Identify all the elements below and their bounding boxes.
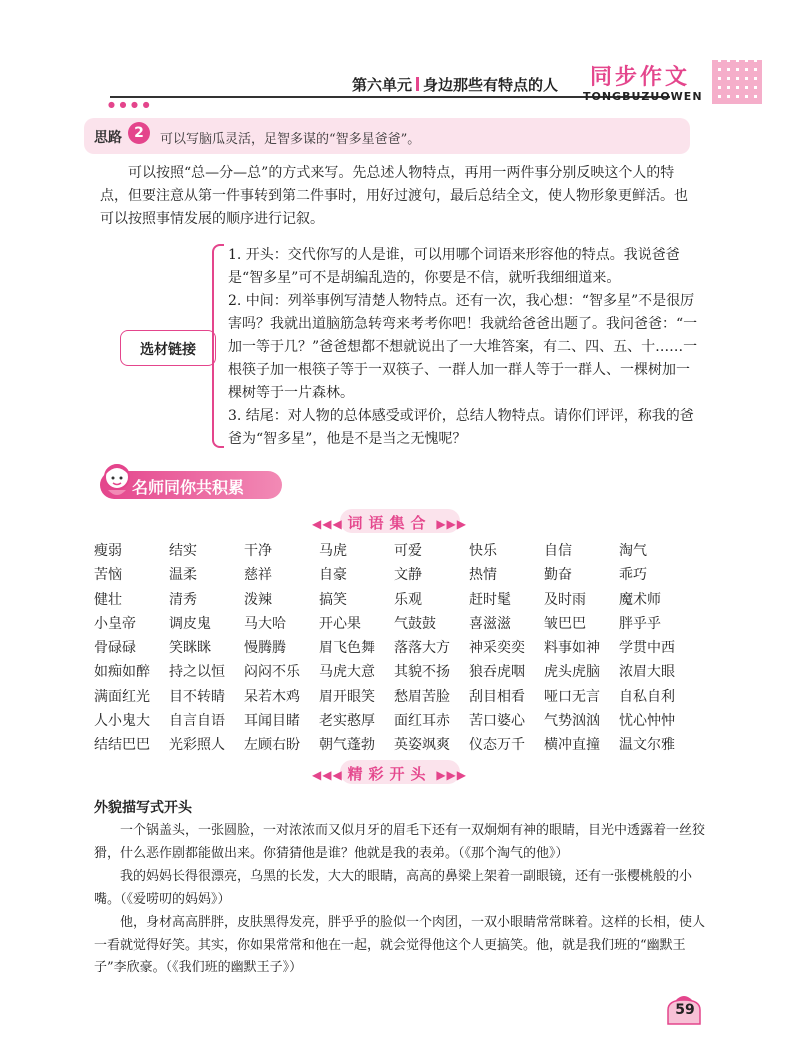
word-item: 热情 (469, 567, 497, 584)
word-item: 乖巧 (619, 567, 647, 584)
word-item: 忧心忡忡 (619, 713, 675, 730)
word-item: 苦恼 (94, 567, 122, 584)
openings-heading-text: 精彩开头 (347, 765, 432, 783)
logo-chinese: 同步作文 (590, 65, 691, 90)
word-item: 狼吞虎咽 (469, 664, 525, 681)
word-item: 赶时髦 (469, 591, 511, 608)
word-item: 闷闷不乐 (244, 664, 300, 681)
word-item: 开心果 (319, 615, 361, 632)
word-item: 如痴如醉 (94, 664, 150, 681)
section-title: 名师同你共积累 (132, 478, 245, 497)
word-row (94, 686, 714, 710)
word-row (94, 637, 714, 661)
word-item: 魔术师 (619, 591, 661, 608)
word-item: 老实憨厚 (319, 713, 375, 730)
unit-title: 身边那些有特点的人 (423, 76, 559, 94)
word-item: 刮目相看 (469, 688, 525, 705)
word-row (94, 540, 714, 564)
word-item: 英姿飒爽 (394, 737, 450, 754)
header-dots-decoration: ● ● ● ● (108, 100, 151, 109)
word-item: 骨碌碌 (94, 640, 136, 657)
word-item: 小皇帝 (94, 615, 136, 632)
word-item: 瘦弱 (94, 543, 122, 559)
word-row (94, 589, 714, 613)
word-item: 及时雨 (544, 591, 586, 608)
word-item: 光彩照人 (169, 737, 225, 754)
word-item: 快乐 (469, 543, 497, 559)
logo-pinyin: TONGBUZUOWEN (583, 90, 703, 103)
word-item: 愁眉苦脸 (394, 688, 450, 705)
word-row (94, 564, 714, 588)
words-heading-text: 词语集合 (347, 514, 432, 532)
intro-paragraph: 可以按照“总—分—总”的方式来写。先总述人物特点，再用一两件事分别反映这个人的特点，但要注意从第一件事转到第二件事时，用好过渡句，最后总结全文，使人物形象更鲜活。也可以按照事情发展的顺序进行记叙。 (100, 165, 688, 227)
word-item: 眉飞色舞 (319, 640, 375, 657)
word-item: 神采奕奕 (469, 640, 525, 657)
word-item: 气鼓鼓 (394, 615, 436, 632)
chevrons-right-icon: ▶▶▶ (431, 517, 468, 531)
word-row (94, 613, 714, 637)
unit-heading (352, 74, 558, 95)
material-list (228, 244, 698, 451)
word-item: 目不转睛 (169, 688, 225, 705)
openings-list (94, 820, 706, 981)
word-item: 喜滋滋 (469, 615, 511, 632)
page-number: 59 (675, 1002, 695, 1018)
brace-decoration (212, 244, 224, 448)
material-item: 1. 开头：交代你写的人是谁，可以用哪个词语来形容他的特点。我说爸爸是“智多星”可不是胡编乱造的，你要是不信，就听我细细道来。 (228, 247, 680, 286)
word-item: 清秀 (169, 591, 197, 608)
word-item: 眉开眼笑 (319, 688, 375, 705)
word-item: 苦口婆心 (469, 713, 525, 730)
word-item: 气势汹汹 (544, 713, 600, 730)
word-item: 其貌不扬 (394, 664, 450, 681)
material-item: 3. 结尾：对人物的总体感受或评价，总结人物特点。请你们评评，称我的爸爸为“智多星”，他是不是当之无愧呢？ (228, 408, 694, 447)
word-grid (94, 540, 714, 759)
opening-paragraph: 一个锅盖头，一张圆脸，一对浓浓而又似月牙的眉毛下还有一双炯炯有神的眼睛，目光中透露着一丝狡猾，什么恶作剧都能做出来。你猜猜他是谁？他就是我的表弟。（《那个淘气的他》） (94, 823, 706, 861)
word-item: 淘气 (619, 543, 647, 559)
teacher-mascot-icon (100, 462, 134, 500)
word-item: 浓眉大眼 (619, 664, 675, 681)
word-item: 落落大方 (394, 640, 450, 657)
word-item: 马虎 (319, 543, 347, 559)
word-item: 胖乎乎 (619, 615, 661, 632)
word-item: 温文尔雅 (619, 737, 675, 754)
material-item: 2. 中间：列举事例写清楚人物特点。还有一次，我心想：“智多星”不是很厉害吗？我就出道脑筋急转弯来考考你吧！我就给爸爸出题了。我问爸爸：“一加一等于几？”爸爸想都不想就说出了一大堆答案，有二、四、五、十……一根筷子加一根筷子等于一双筷子、一群人加一群人等于一群人、一棵树加一棵树等于一片森林。 (228, 293, 698, 401)
word-item: 结结巴巴 (94, 737, 150, 754)
word-item: 马虎大意 (319, 664, 375, 681)
idea-label: 思路 (94, 130, 122, 146)
opening-paragraph: 我的妈妈长得很漂亮，乌黑的长发，大大的眼睛，高高的鼻梁上架着一副眼镜，还有一张樱桃般的小嘴。（《爱唠叨的妈妈》） (94, 869, 693, 907)
word-item: 自言自语 (169, 713, 225, 730)
word-item: 料事如神 (544, 640, 600, 657)
chevrons-left-icon: ◀◀◀ (312, 517, 348, 531)
word-item: 调皮鬼 (169, 615, 211, 632)
word-item: 慢腾腾 (244, 640, 286, 657)
word-item: 左顾右盼 (244, 737, 300, 754)
word-item: 自私自利 (619, 688, 675, 705)
word-item: 搞笑 (319, 591, 347, 608)
material-label: 选材链接 (140, 342, 196, 358)
word-item: 皱巴巴 (544, 615, 586, 632)
word-item: 慈祥 (244, 567, 272, 584)
chevrons-left-icon: ◀◀◀ (312, 768, 348, 782)
word-item: 干净 (244, 543, 272, 559)
word-row (94, 661, 714, 685)
word-item: 仪态万千 (469, 737, 525, 754)
word-item: 面红耳赤 (394, 713, 450, 730)
logo-pattern-decoration (712, 60, 762, 104)
word-row (94, 734, 714, 758)
openings-heading (312, 763, 467, 784)
openings-subtitle: 外貌描写式开头 (94, 800, 192, 816)
word-item: 笑眯眯 (169, 640, 211, 657)
word-item: 泼辣 (244, 591, 272, 608)
word-item: 勤奋 (544, 567, 572, 584)
word-item: 哑口无言 (544, 688, 600, 705)
word-item: 耳闻目睹 (244, 713, 300, 730)
word-item: 人小鬼大 (94, 713, 150, 730)
unit-divider (416, 77, 419, 91)
word-item: 温柔 (169, 567, 197, 584)
word-item: 可爱 (394, 543, 422, 559)
word-item: 学贯中西 (619, 640, 675, 657)
word-item: 满面红光 (94, 688, 150, 705)
word-item: 朝气蓬勃 (319, 737, 375, 754)
idea-text: 可以写脑瓜灵活，足智多谋的“智多星爸爸”。 (160, 132, 421, 147)
words-heading (312, 512, 467, 533)
word-item: 健壮 (94, 591, 122, 608)
word-item: 乐观 (394, 591, 422, 608)
idea-number-badge: 2 (128, 122, 150, 144)
word-item: 结实 (169, 543, 197, 559)
unit-label: 第六单元 (352, 76, 413, 94)
opening-paragraph: 他，身材高高胖胖，皮肤黑得发亮，胖乎乎的脸似一个肉团，一双小眼睛常常眯着。这样的长相，使人一看就觉得好笑。其实，你如果常常和他在一起，就会觉得他这个人更搞笑。他，就是我们班的“幽默王子”李欣豪。（《我们班的幽默王子》） (94, 915, 706, 975)
chevrons-right-icon: ▶▶▶ (431, 768, 468, 782)
word-item: 持之以恒 (169, 664, 225, 681)
word-row (94, 710, 714, 734)
word-item: 自豪 (319, 567, 347, 584)
word-item: 横冲直撞 (544, 737, 600, 754)
word-item: 虎头虎脑 (544, 664, 600, 681)
word-item: 马大哈 (244, 615, 286, 632)
word-item: 自信 (544, 543, 572, 559)
word-item: 文静 (394, 567, 422, 584)
word-item: 呆若木鸡 (244, 688, 300, 705)
